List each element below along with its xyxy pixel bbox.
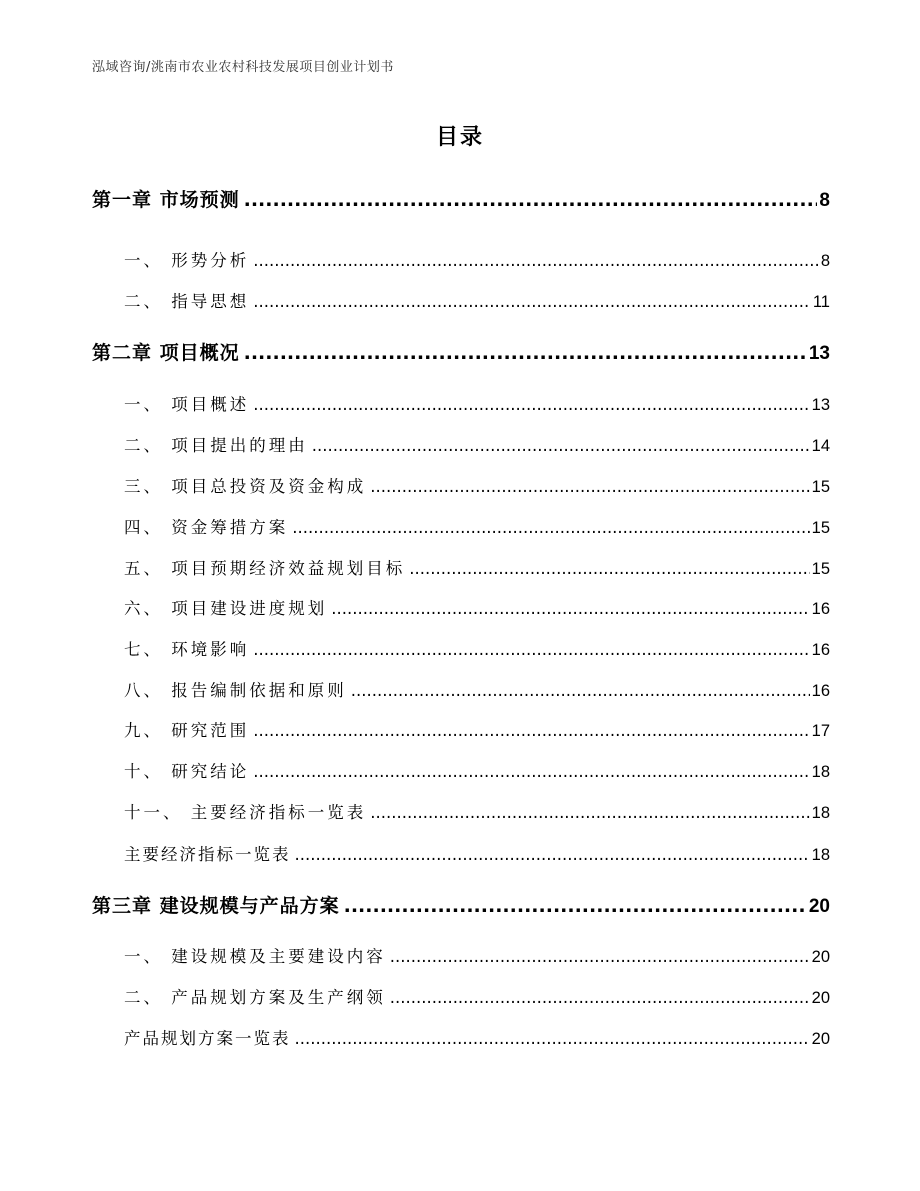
dot-leader	[409, 559, 809, 578]
toc-section[interactable]	[124, 758, 830, 782]
dot-leader	[253, 395, 809, 414]
toc-entry-label: 二、 项目提出的理由	[124, 436, 308, 455]
toc-entry-label: 二、 产品规划方案及生产纲领	[124, 988, 386, 1007]
toc-page-number: 14	[811, 437, 830, 455]
dot-leader	[370, 803, 809, 822]
toc-chapter-2[interactable]	[92, 338, 830, 364]
toc-section[interactable]	[124, 636, 830, 660]
toc-page-number: 20	[808, 896, 830, 917]
toc-page-number: 15	[811, 519, 830, 537]
toc-page-number: 20	[811, 948, 830, 966]
toc-section[interactable]	[124, 595, 830, 619]
toc-table-entry[interactable]	[124, 1025, 830, 1049]
toc-page-number: 8	[820, 252, 830, 270]
toc-entry-label: 产品规划方案一览表	[124, 1029, 291, 1048]
toc-entry-label: 十、 研究结论	[124, 762, 250, 781]
toc-section[interactable]	[124, 473, 830, 497]
toc-page-number: 18	[811, 846, 830, 864]
header-divider	[92, 78, 828, 79]
toc-section[interactable]	[124, 677, 830, 701]
toc-entry-label: 第三章 建设规模与产品方案	[92, 895, 340, 917]
toc-section[interactable]	[124, 717, 830, 741]
dot-leader	[244, 342, 807, 364]
dot-leader	[390, 947, 810, 966]
toc-page-number: 11	[812, 293, 830, 311]
toc-entry-label: 一、 形势分析	[124, 251, 250, 270]
toc-page-number: 13	[811, 396, 830, 414]
dot-leader	[370, 477, 809, 496]
toc-entry-label: 三、 项目总投资及资金构成	[124, 477, 367, 496]
toc-page-number: 18	[811, 804, 830, 822]
toc-entry-label: 四、 资金筹措方案	[124, 518, 289, 537]
toc-section[interactable]	[124, 799, 830, 823]
dot-leader	[253, 762, 809, 781]
toc-section[interactable]	[124, 391, 830, 415]
toc-page-number: 15	[811, 478, 830, 496]
toc-title: 目录	[435, 125, 484, 150]
toc-section[interactable]	[124, 943, 830, 967]
dot-leader	[253, 292, 811, 311]
toc-table-entry[interactable]	[124, 841, 830, 865]
toc-chapter-1[interactable]	[92, 185, 830, 211]
toc-section[interactable]	[124, 288, 830, 312]
toc-page-number: 13	[808, 343, 830, 364]
toc-entry-label: 六、 项目建设进度规划	[124, 599, 328, 618]
toc-section[interactable]	[124, 555, 830, 579]
toc-section[interactable]	[124, 432, 830, 456]
toc-page-number: 20	[811, 1030, 830, 1048]
toc-page-number: 17	[811, 722, 830, 740]
dot-leader	[295, 845, 810, 864]
dot-leader	[312, 436, 810, 455]
dot-leader	[253, 721, 809, 740]
toc-page-number: 16	[811, 600, 830, 618]
toc-entry-label: 第二章 项目概况	[92, 342, 240, 364]
toc-entry-label: 第一章 市场预测	[92, 189, 240, 211]
dot-leader	[351, 681, 810, 700]
toc-section[interactable]	[124, 247, 830, 271]
dot-leader	[331, 599, 809, 618]
page-header: 泓域咨询/洮南市农业农村科技发展项目创业计划书	[92, 60, 394, 75]
toc-entry-label: 五、 项目预期经济效益规划目标	[124, 559, 406, 578]
toc-entry-label: 主要经济指标一览表	[124, 845, 291, 864]
toc-entry-label: 八、 报告编制依据和原则	[124, 681, 347, 700]
toc-section[interactable]	[124, 984, 830, 1008]
toc-entry-label: 一、 项目概述	[124, 395, 250, 414]
toc-entry-label: 七、 环境影响	[124, 640, 250, 659]
dot-leader	[344, 895, 807, 917]
toc-section[interactable]	[124, 514, 830, 538]
toc-entry-label: 二、 指导思想	[124, 292, 250, 311]
dot-leader	[292, 518, 809, 537]
toc-entry-label: 十一、 主要经济指标一览表	[124, 803, 367, 822]
toc-chapter-3[interactable]	[92, 891, 830, 917]
toc-page-number: 16	[811, 682, 830, 700]
toc-page-number: 8	[819, 190, 830, 211]
dot-leader	[295, 1029, 810, 1048]
toc-page-number: 18	[811, 763, 830, 781]
dot-leader	[253, 251, 819, 270]
toc-page-number: 20	[811, 989, 830, 1007]
toc-entry-label: 一、 建设规模及主要建设内容	[124, 947, 386, 966]
dot-leader	[253, 640, 809, 659]
dot-leader	[390, 988, 810, 1007]
toc-page-number: 16	[811, 641, 830, 659]
toc-page-number: 15	[811, 560, 830, 578]
dot-leader	[244, 189, 818, 211]
toc-entry-label: 九、 研究范围	[124, 721, 250, 740]
